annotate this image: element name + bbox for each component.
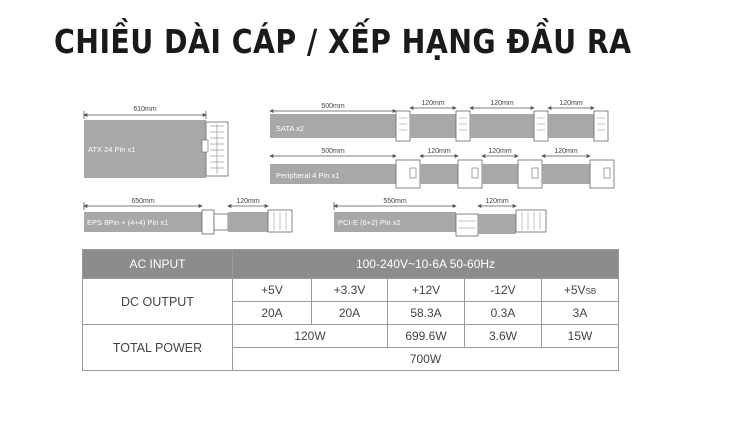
ac-input-value: 100-240V~10-6A 50-60Hz xyxy=(233,250,619,279)
eps-cable xyxy=(84,198,292,234)
atx-length: 610mm xyxy=(133,106,157,113)
dc-rails-row xyxy=(83,279,619,302)
power-breakdown-row xyxy=(83,325,619,348)
peripheral-seg-2: 120mm xyxy=(488,148,512,155)
rail-5vsb-sub: SB xyxy=(585,287,597,296)
current-5v: 20A xyxy=(233,302,312,325)
page-title: CHIỀU DÀI CÁP / XẾP HẠNG ĐẦU RA xyxy=(54,22,632,61)
pcie-seg: 120mm xyxy=(485,198,509,205)
rail-3v3: +3.3V xyxy=(312,279,388,302)
sata-cable xyxy=(270,100,608,141)
pcie-label: PCI-E (6+2) Pin x2 xyxy=(338,218,401,227)
power-m12v: 3.6W xyxy=(465,325,542,348)
eps-label: EPS 8Pin + (4+4) Pin x1 xyxy=(87,218,169,227)
atx-cable xyxy=(84,106,228,178)
current-3v3: 20A xyxy=(312,302,388,325)
sata-seg-2: 120mm xyxy=(490,100,514,107)
power-12v: 699.6W xyxy=(388,325,465,348)
sata-length: 500mm xyxy=(321,103,345,110)
total-power-value: 700W xyxy=(233,348,619,371)
current-m12v: 0.3A xyxy=(465,302,542,325)
current-5vsb: 3A xyxy=(542,302,619,325)
rail-12v: +12V xyxy=(388,279,465,302)
eps-seg: 120mm xyxy=(236,198,260,205)
peripheral-cable xyxy=(270,148,614,188)
output-rating-table xyxy=(82,249,619,371)
peripheral-seg-1: 120mm xyxy=(427,148,451,155)
rail-m12v: -12V xyxy=(465,279,542,302)
power-5v-3v3: 120W xyxy=(233,325,388,348)
dc-output-label: DC OUTPUT xyxy=(83,279,233,325)
sata-seg-3: 120mm xyxy=(559,100,583,107)
rail-5vsb-main: +5V xyxy=(563,283,586,297)
current-12v: 58.3A xyxy=(388,302,465,325)
pcie-length: 550mm xyxy=(383,198,407,205)
peripheral-length: 500mm xyxy=(321,148,345,155)
peripheral-label: Peripheral 4 Pin x1 xyxy=(276,171,340,180)
rail-5vsb xyxy=(542,279,619,302)
power-5vsb: 15W xyxy=(542,325,619,348)
atx-label: ATX 24 Pin x1 xyxy=(88,145,136,154)
sata-label: SATA x2 xyxy=(276,124,305,133)
eps-length: 650mm xyxy=(131,198,155,205)
sata-seg-1: 120mm xyxy=(421,100,445,107)
ac-input-row xyxy=(83,250,619,279)
peripheral-seg-3: 120mm xyxy=(554,148,578,155)
pcie-cable xyxy=(334,198,546,236)
total-power-label: TOTAL POWER xyxy=(83,325,233,371)
ac-input-label: AC INPUT xyxy=(83,250,233,279)
rail-5v: +5V xyxy=(233,279,312,302)
